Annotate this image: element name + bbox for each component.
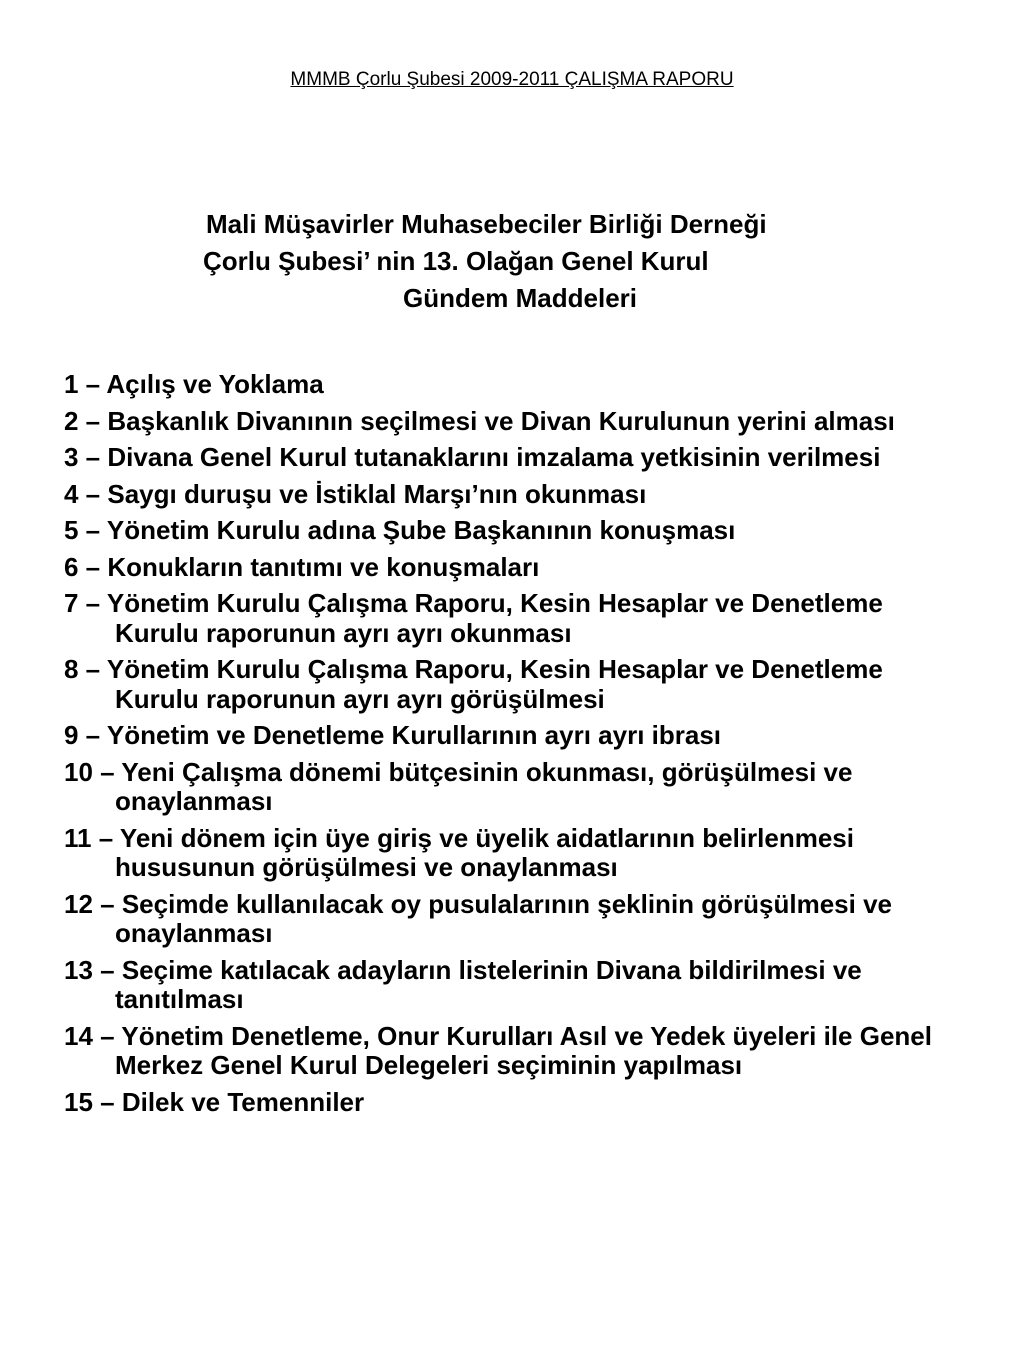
title-line-2: Çorlu Şubesi’ nin 13. Olağan Genel Kurul (203, 246, 709, 276)
agenda-item-13: 13 – Seçime katılacak adayların listelerinin Divana bildirilmesi ve tanıtılması (64, 954, 862, 1014)
agenda-item-1: 1 – Açılış ve Yoklama (64, 369, 324, 399)
agenda-item-4: 4 – Saygı duruşu ve İstiklal Marşı’nın okunması (64, 478, 647, 509)
document-title (200, 206, 840, 317)
agenda-item-7: 7 – Yönetim Kurulu Çalışma Raporu, Kesin Hesaplar ve Denetleme Kurulu raporunun ayrı ayrı okunması (64, 588, 883, 648)
agenda-item-2: 2 – Başkanlık Divanının seçilmesi ve Divan Kurulunun yerini alması (64, 405, 895, 436)
agenda-item-3: 3 – Divana Genel Kurul tutanaklarını imzalama yetkisinin verilmesi (64, 442, 881, 472)
title-line-1: Mali Müşavirler Muhasebeciler Birliği Derneği (206, 209, 767, 239)
agenda-item-12: 12 – Seçimde kullanılacak oy pusulalarının şeklinin görüşülmesi ve onaylanması (64, 888, 893, 948)
agenda-item-14: 14 – Yönetim Denetleme, Onur Kurulları Asıl ve Yedek üyeleri ile Genel Merkez Genel Kurul Delegeleri seçiminin yapılması (64, 1020, 932, 1080)
agenda-list (64, 370, 964, 1124)
page-header: MMMB Çorlu Şubesi 2009-2011 ÇALIŞMA RAPORU (290, 69, 734, 90)
agenda-item-6: 6 – Konukların tanıtımı ve konuşmaları (64, 551, 540, 582)
agenda-item-15: 15 – Dilek ve Temenniler (64, 1086, 365, 1117)
agenda-item-8: 8 – Yönetim Kurulu Çalışma Raporu, Kesin Hesaplar ve Denetleme Kurulu raporunun ayrı ayrı görüşülmesi (64, 654, 883, 714)
agenda-item-11: 11 – Yeni dönem için üye giriş ve üyelik aidatlarının belirlenmesi hususunun görüşülmesi ve onaylanması (64, 822, 854, 882)
agenda-item-5: 5 – Yönetim Kurulu adına Şube Başkanının konuşması (64, 515, 736, 545)
agenda-item-9: 9 – Yönetim ve Denetleme Kurullarının ayrı ayrı ibrası (64, 720, 722, 750)
agenda-item-10: 10 – Yeni Çalışma dönemi bütçesinin okunması, görüşülmesi ve onaylanması (64, 756, 853, 816)
title-line-3: Gündem Maddeleri (402, 283, 638, 313)
